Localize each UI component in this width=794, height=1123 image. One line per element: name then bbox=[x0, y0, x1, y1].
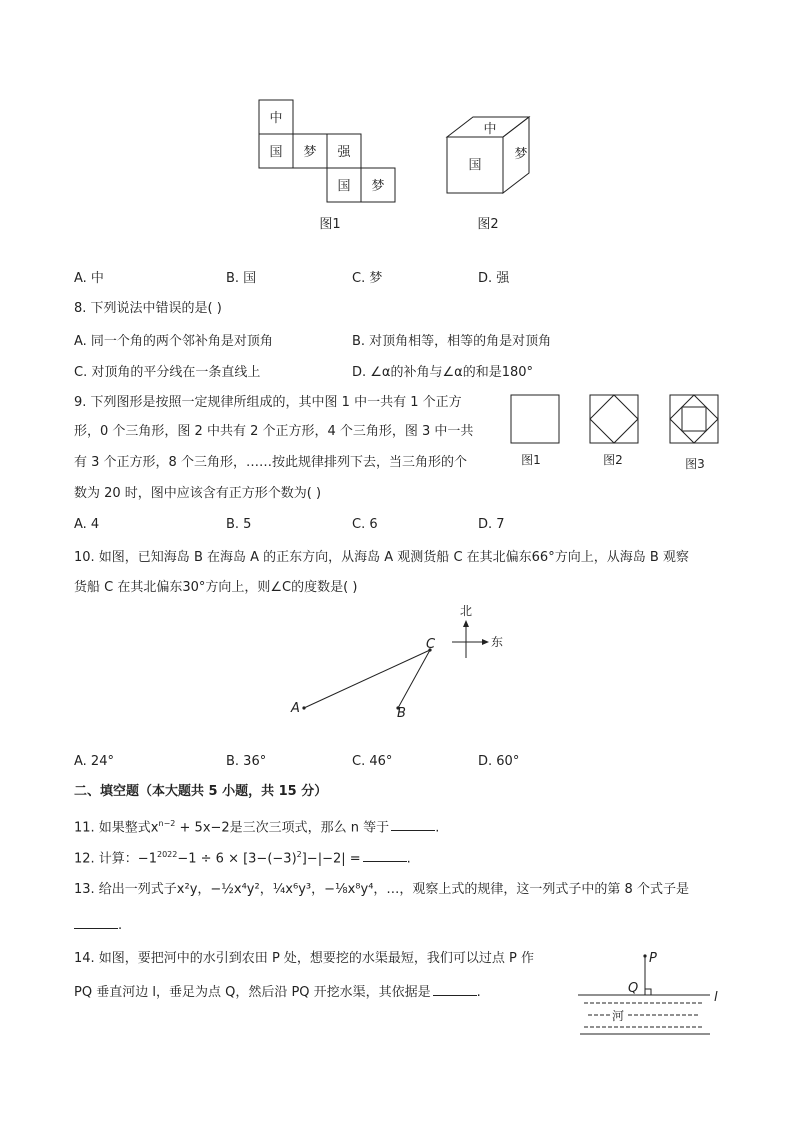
cube-top-text: 中 bbox=[483, 122, 497, 137]
q11-middle: + 5x−2是三次三项式，那么 n 等于 bbox=[175, 820, 390, 836]
q9-fig2-outer bbox=[590, 395, 638, 443]
q13-answer-blank[interactable] bbox=[74, 916, 118, 929]
cube-right-text: 梦 bbox=[514, 147, 528, 162]
q7-option-c[interactable]: C. 梦 bbox=[352, 271, 383, 286]
q9-fig3-diamond bbox=[670, 395, 718, 443]
q11-exponent: n−2 bbox=[158, 819, 176, 828]
label-river: 河 bbox=[612, 1009, 625, 1023]
net-text-2: 国 bbox=[269, 145, 283, 160]
q9-option-b[interactable]: B. 5 bbox=[226, 517, 252, 532]
q9-fig3-outer bbox=[670, 395, 718, 443]
net-text-6: 梦 bbox=[371, 179, 385, 194]
north-arrowhead bbox=[463, 620, 469, 627]
q12-end: ]−|−2| = bbox=[301, 851, 361, 867]
q12-suffix: . bbox=[406, 851, 411, 867]
q10-option-b[interactable]: B. 36° bbox=[226, 754, 267, 769]
q10-option-d[interactable]: D. 60° bbox=[478, 754, 520, 769]
net-text-3: 梦 bbox=[303, 145, 317, 160]
q9-figures bbox=[505, 390, 735, 472]
q12-exponent-2: 2 bbox=[296, 850, 302, 859]
q14-line-1: 14. 如图，要把河中的水引到农田 P 处，想要挖的水渠最短，我们可以过点 P 作 bbox=[74, 951, 535, 966]
east-arrowhead bbox=[482, 639, 489, 645]
q8-option-a[interactable]: A. 同一个角的两个邻补角是对顶角 bbox=[74, 334, 273, 349]
q12-prefix: 12. 计算：−1 bbox=[74, 851, 157, 867]
q8-option-b[interactable]: B. 对顶角相等，相等的角是对顶角 bbox=[352, 334, 552, 349]
q9-line-1: 9. 下列图形是按照一定规律所组成的，其中图 1 中一共有 1 个正方 bbox=[74, 395, 462, 410]
q12-exponent: 2022 bbox=[156, 850, 178, 859]
q9-line-3: 有 3 个正方形，8 个三角形，……按此规律排列下去，当三角形的个 bbox=[74, 455, 467, 470]
q9-option-a[interactable]: A. 4 bbox=[74, 517, 100, 532]
q12-line bbox=[74, 847, 411, 867]
label-c: C bbox=[426, 637, 436, 652]
q12-answer-blank[interactable] bbox=[363, 849, 407, 862]
q9-fig3-inner bbox=[682, 407, 706, 431]
q13-line-1: 13. 给出一列式子x²y，−½x⁴y²，¼x⁶y³，−⅛x⁸y⁴，…，观察上式的规律，这一列式子中的第 8 个式子是 bbox=[74, 882, 689, 897]
segment-ac bbox=[304, 650, 430, 708]
fig1-caption: 图1 bbox=[319, 217, 341, 232]
q9-line-2: 形，0 个三角形，图 2 中共有 2 个正方形，4 个三角形，图 3 中一共 bbox=[74, 424, 474, 439]
q10-option-c[interactable]: C. 46° bbox=[352, 754, 393, 769]
q7-figures bbox=[250, 95, 550, 240]
q11-suffix: . bbox=[435, 820, 440, 836]
q7-option-d[interactable]: D. 强 bbox=[478, 271, 510, 286]
q14-diagram bbox=[570, 945, 730, 1040]
q10-diagram bbox=[280, 600, 520, 725]
q9-fig1-caption: 图1 bbox=[521, 453, 541, 467]
q10-line-2: 货船 C 在其北偏东30°方向上，则∠C的度数是( ) bbox=[74, 580, 358, 595]
q9-fig2-caption: 图2 bbox=[603, 453, 623, 467]
q14-line-2-text: PQ 垂直河边 l，垂足为点 Q，然后沿 PQ 开挖水渠，其依据是 bbox=[74, 985, 431, 1000]
q12-middle: −1 ÷ 6 × [3−(−3) bbox=[177, 851, 297, 867]
label-north: 北 bbox=[460, 604, 473, 618]
label-l: l bbox=[714, 990, 718, 1005]
label-q: Q bbox=[628, 981, 639, 996]
net-text-5: 国 bbox=[337, 179, 351, 194]
q11-answer-blank[interactable] bbox=[391, 818, 435, 831]
q14-answer-blank[interactable] bbox=[433, 983, 477, 996]
section-2-heading: 二、填空题（本大题共 5 小题，共 15 分） bbox=[74, 784, 328, 799]
q9-option-d[interactable]: D. 7 bbox=[478, 517, 505, 532]
point-p bbox=[643, 954, 646, 957]
q13-suffix: . bbox=[118, 918, 123, 933]
q8-stem: 8. 下列说法中错误的是( ) bbox=[74, 301, 222, 316]
q8-option-d[interactable]: D. ∠α的补角与∠α的和是180° bbox=[352, 365, 534, 380]
right-angle-mark bbox=[645, 989, 651, 995]
q14-line-2 bbox=[74, 983, 481, 1001]
q10-line-1: 10. 如图，已知海岛 B 在海岛 A 的正东方向，从海岛 A 观测货船 C 在其北偏东66°方向上，从海岛 B 观察 bbox=[74, 550, 689, 565]
cube-front-text: 国 bbox=[468, 158, 482, 173]
label-a: A bbox=[291, 701, 300, 716]
net-text-1: 中 bbox=[269, 111, 283, 126]
q11-line bbox=[74, 816, 439, 836]
q10-option-a[interactable]: A. 24° bbox=[74, 754, 114, 769]
q9-fig3-caption: 图3 bbox=[685, 457, 705, 471]
q7-option-a[interactable]: A. 中 bbox=[74, 271, 104, 286]
label-east: 东 bbox=[491, 635, 504, 649]
point-a bbox=[302, 706, 305, 709]
q14-suffix: . bbox=[476, 985, 481, 1000]
q8-option-c[interactable]: C. 对顶角的平分线在一条直线上 bbox=[74, 365, 261, 380]
q9-fig1-square bbox=[511, 395, 559, 443]
q11-prefix: 11. 如果整式x bbox=[74, 820, 159, 836]
q9-line-4: 数为 20 时，图中应该含有正方形个数为( ) bbox=[74, 486, 322, 501]
label-b: B bbox=[397, 706, 406, 721]
net-text-4: 强 bbox=[337, 145, 351, 160]
fig2-caption: 图2 bbox=[477, 217, 499, 232]
q9-option-c[interactable]: C. 6 bbox=[352, 517, 378, 532]
q7-option-b[interactable]: B. 国 bbox=[226, 271, 257, 286]
q13-line-2 bbox=[74, 916, 122, 934]
segment-bc bbox=[398, 650, 430, 708]
label-p: P bbox=[649, 951, 657, 966]
q9-fig2-diamond bbox=[590, 395, 638, 443]
